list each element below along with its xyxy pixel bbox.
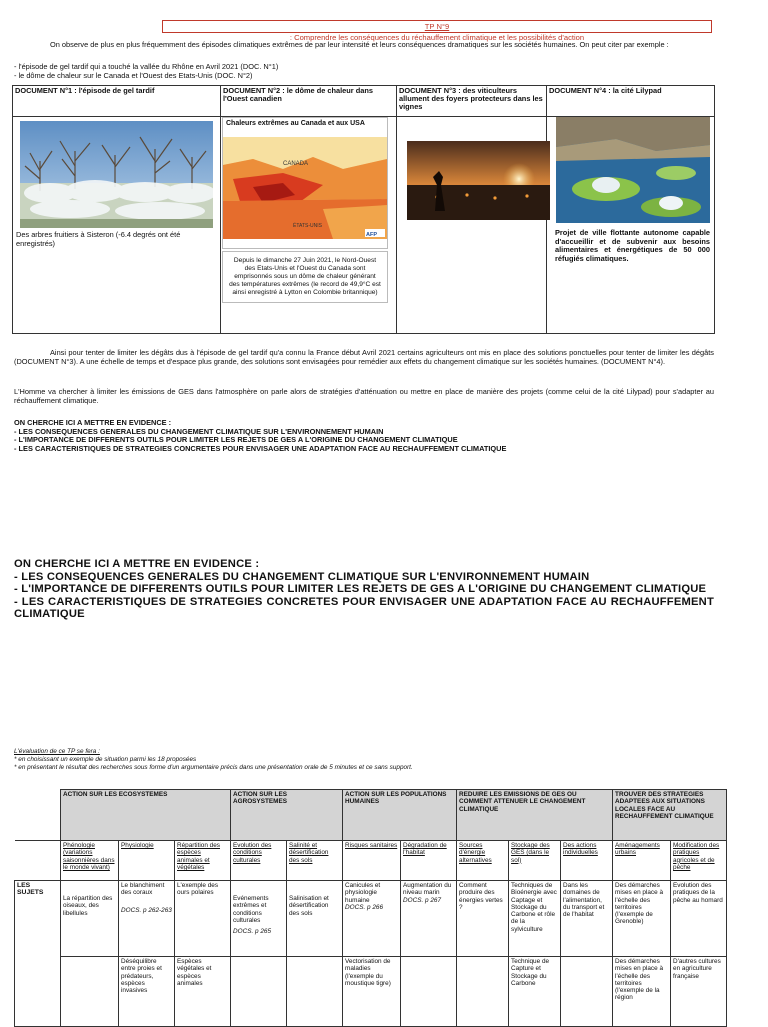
doc3-heading: DOCUMENT N°3 : des viticulteurs allument des foyers protecteurs dans les vignes <box>397 86 547 117</box>
lilypad-city-photo <box>556 117 710 223</box>
evidence-heading-large: ON CHERCHE ICI A METTRE EN EVIDENCE : <box>14 558 260 570</box>
subject-2-9: Technique de Capture et Stockage du Carbone <box>509 957 561 1027</box>
evaluation-note <box>14 748 413 772</box>
heat-map <box>222 117 388 249</box>
sub-degradation-habitat: Dégradation de l'habitat <box>401 841 457 881</box>
map-source: AFP <box>366 232 377 238</box>
subject-1-1: La répartition des oiseaux, des libellules <box>61 881 119 957</box>
subject-1-9: Techniques de Bioénergie avec Captage et Stockage du Carbone et rôle de la sylviculture <box>509 881 561 957</box>
sub-physiologie: Physiologie <box>119 841 175 881</box>
map-label-canada: CANADA <box>283 161 309 167</box>
subject-2-6: Vectorisation de maladies (l'exemple du moustique tigre) <box>343 957 401 1027</box>
sub-actions-individuelles: Des actions individuelles <box>561 841 613 881</box>
sub-phenologie: Phénologie (variations saisonnières dans le monde vivant) <box>61 841 119 881</box>
subject-1-7: Augmentation du niveau marin <box>403 882 452 897</box>
subject-1-4: Evénements extrêmes et conditions culturales <box>233 895 269 924</box>
map-title: Chaleurs extrêmes au Canada et aux USA <box>226 120 365 127</box>
evidence-item-1-large: - LES CONSEQUENCES GENERALES DU CHANGEMENT CLIMATIQUE SUR L'ENVIRONNEMENT HUMAIN <box>14 570 590 583</box>
subject-1-7-ref: DOCS. p 267 <box>403 896 442 904</box>
evidence-item-1-small: - LES CONSEQUENCES GENERALES DU CHANGEMENT CLIMATIQUE SUR L'ENVIRONNEMENT HUMAIN <box>14 426 384 436</box>
paragraph-solutions: Ainsi pour tenter de limiter les dégâts dus à l'épisode de gel tardif qu'a connu la France début Avril 2021 certains agriculteurs ont mis en place des solutions ponctuelles pour tenter de limiter les dégâts (DOCUMENT N°3). A une échelle de temps et d'espace plus grande, des solutions sont envisagées pour remédier aux effets du changement climatique sur les sociétés humaines. (DOCUMENT N°4). <box>14 348 714 366</box>
sub-conditions-culturales: Evolution des conditions culturales <box>231 841 287 881</box>
evidence-item-3-large: - LES CARACTERISTIQUES DE STRATEGIES CONCRETES POUR ENVISAGER UNE ADAPTATION FACE AU RECHAUFFEMENT CLIMATIQUE <box>14 595 714 621</box>
intro-paragraph: On observe de plus en plus fréquemment des épisodes climatiques extrêmes de par leur intensité et leurs conséquences dramatiques sur les sociétés humaines. On peut citer par exemple : <box>50 40 669 49</box>
subject-1-8: Comment produire des énergies vertes ? <box>457 881 509 957</box>
subject-1-6: Canicules et physiologie humaine <box>345 882 381 904</box>
paragraph-strategies: L'Homme va chercher à limiter les émissions de GES dans l'atmosphère on parle alors de stratégies d'atténuation ou mettre en place de manière des projets (comme celui de la cité Lilypad) pour s'adapter au réchauffement climatique. <box>14 387 714 405</box>
row-label-sujets: LES SUJETS <box>15 881 61 1027</box>
group-populations: ACTION SUR LES POPULATIONS HUMAINES <box>343 790 457 841</box>
evidence-list-small <box>14 419 506 453</box>
intro-bullet-1: - l'épisode de gel tardif qui a touché la vallée du Rhône en Avril 2021 (DOC. N°1) <box>14 62 279 71</box>
evidence-item-2-small: - L'IMPORTANCE DE DIFFERENTS OUTILS POUR LIMITER LES REJETS DE GES A L'ORIGINE DU CHANGEMENT CLIMATIQUE <box>14 435 458 445</box>
evidence-heading-small: ON CHERCHE ICI A METTRE EN EVIDENCE : <box>14 418 172 427</box>
subject-2-3: Espèces végétales et espèces animales <box>175 957 231 1027</box>
evaluation-line-2: * en choisissant un exemple de situation parmi les 18 proposées <box>14 756 197 763</box>
sub-sources-energie: Sources d'énergie alternatives <box>457 841 509 881</box>
doc1-heading: DOCUMENT N°1 : l'épisode de gel tardif <box>13 86 221 117</box>
sub-pratiques-agricoles: Modification des pratiques agricoles et de pêche <box>671 841 727 881</box>
group-local-strategies: TROUVER DES STRATEGIES ADAPTEES AUX SITUATIONS LOCALES FACE AU RECHAUFFEMENT CLIMATIQUE <box>613 790 727 841</box>
doc4-heading: DOCUMENT N°4 : la cité Lilypad <box>547 86 715 117</box>
doc1-caption: Des arbres fruitiers à Sisteron (-6.4 degrés ont été enregistrés) <box>16 230 181 248</box>
group-agrosystems: ACTION SUR LES AGROSYSTEMES <box>231 790 343 841</box>
sub-amenagements-urbains: Aménagements urbains <box>613 841 671 881</box>
vineyard-fires-photo <box>407 141 550 220</box>
title-box <box>162 20 712 42</box>
doc2-heading: DOCUMENT N°2 : le dôme de chaleur dans l'Ouest canadien <box>221 86 397 117</box>
doc2-caption: Depuis le dimanche 27 Juin 2021, le Nord-Ouest des Etats-Unis et l'Ouest du Canada sont emprisonnés sous un dôme de chaleur générant des températures extrêmes (le record de 49,9°C est ainsi enregistré à Lytton en Colombie britannique) <box>222 251 388 303</box>
subject-1-11: Des démarches mises en place à l'échelle des territoires (l'exemple de Grenoble) <box>613 881 671 957</box>
subject-2-5 <box>287 957 343 1027</box>
orchard-frost-photo <box>20 121 213 228</box>
subject-2-12: D'autres cultures en agriculture française <box>671 957 727 1027</box>
subject-1-3: L'exemple des ours polaires <box>175 881 231 957</box>
evaluation-line-3: * en présentant le résultat des recherches sous forme d'un argumentaire précis dans une présentation orale de 5 minutes et ce sans support. <box>14 764 413 771</box>
subject-2-1 <box>61 957 119 1027</box>
subject-1-10: Dans les domaines de l'alimentation, du transport et de l'habitat <box>561 881 613 957</box>
subject-1-4-ref: DOCS. p 265 <box>233 928 272 936</box>
map-label-usa: ÉTATS-UNIS <box>293 223 322 229</box>
page-title: TP N°9 : Comprendre les conséquences du réchauffement climatique et les possibilités d'action <box>289 22 585 42</box>
subject-1-6-ref: DOCS. p 266 <box>345 903 384 911</box>
subject-1-2-ref: DOCS. p 262-263 <box>121 906 172 914</box>
subject-1-2: Le blanchiment des coraux <box>121 882 165 897</box>
subject-2-11: Des démarches mises en place à l'échelle des territoires (l'exemple de la région <box>613 957 671 1027</box>
evidence-item-2-large: - L'IMPORTANCE DE DIFFERENTS OUTILS POUR LIMITER LES REJETS DE GES A L'ORIGINE DU CHANGEMENT CLIMATIQUE <box>14 583 707 596</box>
heat-map-graphic <box>223 129 387 239</box>
evidence-list-large <box>14 558 714 621</box>
sub-salinite: Salinité et désertification des sols <box>287 841 343 881</box>
doc4-caption: Projet de ville flottante autonome capable d'accueillir et de subvenir aux besoins alimentaires et énergétiques de 50 000 réfugiés climatiques. <box>555 228 710 263</box>
group-ecosystems: ACTION SUR LES ECOSYSTEMES <box>61 790 231 841</box>
subject-2-8 <box>457 957 509 1027</box>
subject-1-5: Salinisation et désertification des sols <box>287 881 343 957</box>
subject-2-2: Déséquilibre entre proies et prédateurs, espèces invasives <box>119 957 175 1027</box>
subject-2-7 <box>401 957 457 1027</box>
subject-1-12: Evolution des pratiques de la pêche au homard <box>671 881 727 957</box>
sub-stockage-ges: Stockage des GES (dans le sol) <box>509 841 561 881</box>
sub-risques-sanitaires: Risques sanitaires <box>343 841 401 881</box>
evaluation-line-1: L'évaluation de ce TP se fera : <box>14 748 100 755</box>
sub-repartition: Répartition des espèces animales et végétales <box>175 841 231 881</box>
intro-bullet-2: - le dôme de chaleur sur le Canada et l'Ouest des Etats-Unis (DOC. N°2) <box>14 71 253 80</box>
group-reduce-ges: REDUIRE LES EMISSIONS DE GES OU COMMENT ATTENUER LE CHANGEMENT CLIMATIQUE <box>457 790 613 841</box>
subject-2-4 <box>231 957 287 1027</box>
evidence-item-3-small: - LES CARACTERISTIQUES DE STRATEGIES CONCRETES POUR ENVISAGER UNE ADAPTATION FACE AU RECHAUFFEMENT CLIMATIQUE <box>14 443 507 453</box>
subject-2-10 <box>561 957 613 1027</box>
subjects-grid <box>14 789 727 1027</box>
